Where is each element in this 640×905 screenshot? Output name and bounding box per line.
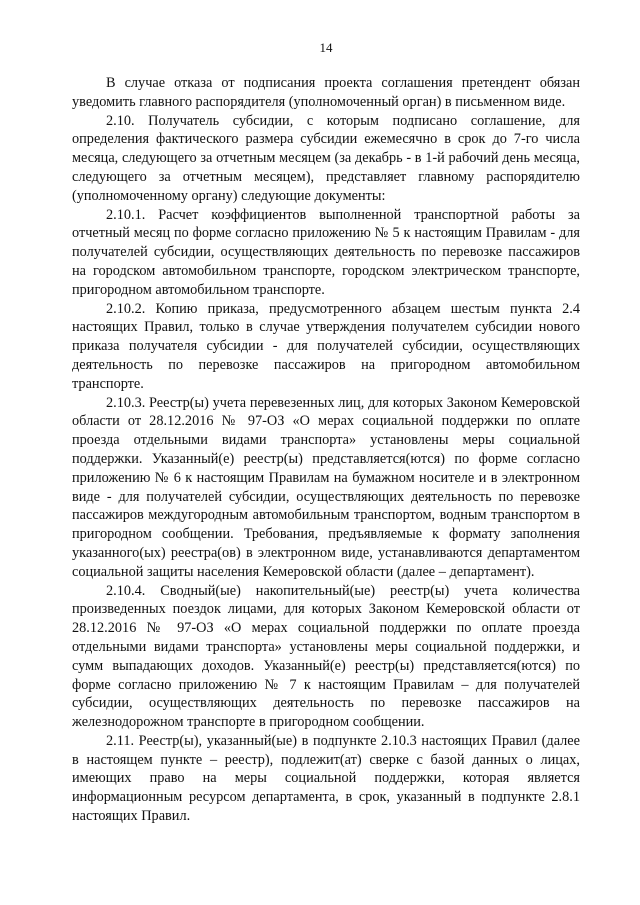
paragraph-refusal: В случае отказа от подписания проекта соглашения претендент обязан уведомить главного распорядителя (уполномоченный орган) в письменном виде. — [72, 75, 580, 110]
paragraph-2-10-3: 2.10.3. Реестр(ы) учета перевезенных лиц, для которых Законом Кемеровской области от 28.12.2016 № 97-ОЗ «О мерах социальной поддержки по оплате проезда отдельными видами транспорта» установлены меры социальной поддержки. Указанный(е) реестр(ы) представляется(ются) по форме согласно приложению № 6 к настоящим Правилам на бумажном носителе и в электронном виде - для получателей субсидии, осуществляющих деятельность по перевозке пассажиров междугородным автомобильным транспортом, водным транспортом в пригородном сообщении. Требования, предъявляемые к формату заполнения указанного(ых) реестра(ов) в электронном виде, устанавливаются департаментом социальной защиты населения Кемеровской области (далее – департамент). — [72, 394, 580, 580]
paragraph-2-10: 2.10. Получатель субсидии, с которым подписано соглашение, для определения фактического размера субсидии ежемесячно в срок до 7-го числа месяца, следующего за отчетным месяцем (за декабрь - в 1-й рабочий день месяца, следующего за отчетным месяцем), представляет главному распорядителю (уполномоченному органу) следующие документы: — [72, 112, 580, 204]
paragraph-2-11: 2.11. Реестр(ы), указанный(ые) в подпункте 2.10.3 настоящих Правил (далее в настоящем пункте – реестр), подлежит(ат) сверке с базой данных о лицах, имеющих право на меры социальной поддержки, которая является информационным ресурсом департамента, в срок, указанный в подпункте 2.8.1 настоящих Правил. — [72, 732, 580, 825]
paragraph-2-10-1: 2.10.1. Расчет коэффициентов выполненной транспортной работы за отчетный месяц по форме согласно приложению № 5 к настоящим Правилам - для получателей субсидии, осуществляющих деятельность по перевозке пассажиров на городском автомобильном транспорте, городском электрическом транспорте, пригородном автомобильном транспорте. — [72, 206, 580, 298]
paragraph-2-10-4: 2.10.4. Сводный(ые) накопительный(ые) реестр(ы) учета количества произведенных поездок лицами, для которых Законом Кемеровской области от 28.12.2016 № 97-ОЗ «О мерах социальной поддержки по оплате проезда отдельными видами транспорта» установлены меры социальной поддержки, и сумм выпадающих доходов. Указанный(е) реестр(ы) представляется(ются) по форме согласно приложению № 7 к настоящим Правилам – для получателей субсидии, осуществляющих деятельность по перевозке пассажиров на железнодорожном транспорте в пригородном сообщении. — [72, 582, 580, 731]
page-number: 14 — [319, 40, 333, 55]
paragraph-2-10-2: 2.10.2. Копию приказа, предусмотренного абзацем шестым пункта 2.4 настоящих Правил, только в случае утверждения получателем субсидии нового приказа получателя субсидии - для получателей субсидии, осуществляющих деятельность по перевозке пассажиров на пригородном автомобильном транспорте. — [72, 300, 580, 392]
